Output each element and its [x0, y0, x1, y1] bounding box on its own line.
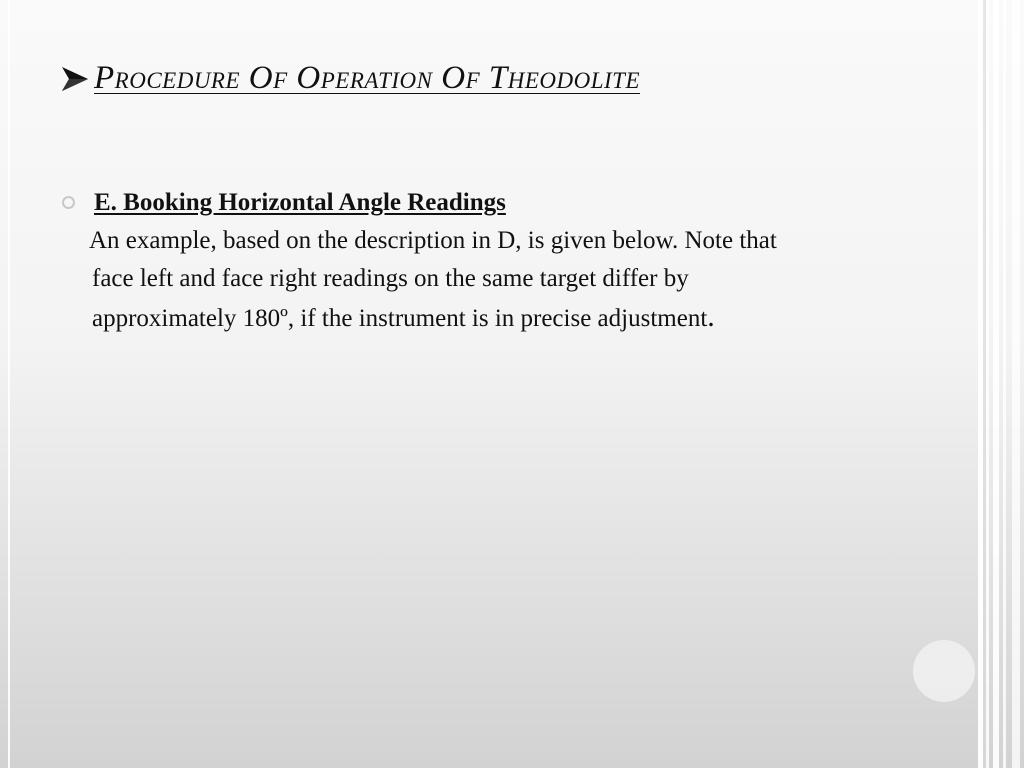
- paragraph-line: face left and face right readings on the same target differ by: [92, 265, 689, 292]
- right-stripe: [986, 0, 989, 768]
- bullet-item: [60, 184, 900, 222]
- paragraph-line: An example, based on the description in D, is given below. Note that: [89, 227, 777, 254]
- slide-title: [60, 60, 640, 97]
- right-stripe: [1012, 0, 1020, 768]
- left-border-line: [8, 0, 10, 768]
- paragraph-line: [92, 298, 900, 338]
- title-text: Procedure Of Operation Of Theodolite: [94, 60, 640, 96]
- right-stripe: [978, 0, 983, 768]
- right-stripe: [993, 0, 999, 768]
- bullet-circle-icon: [62, 196, 75, 209]
- body-paragraph: [89, 222, 900, 338]
- paragraph-line-text: approximately 180º, if the instrument is in precise adjustment: [92, 305, 708, 332]
- section-heading: E. Booking Horizontal Angle Readings: [94, 189, 506, 216]
- right-stripe: [1003, 0, 1006, 768]
- arrow-bullet-icon: [60, 66, 90, 92]
- paragraph-end-punctuation: .: [707, 300, 715, 333]
- content-area: [60, 184, 900, 338]
- decorative-circle: [913, 640, 975, 702]
